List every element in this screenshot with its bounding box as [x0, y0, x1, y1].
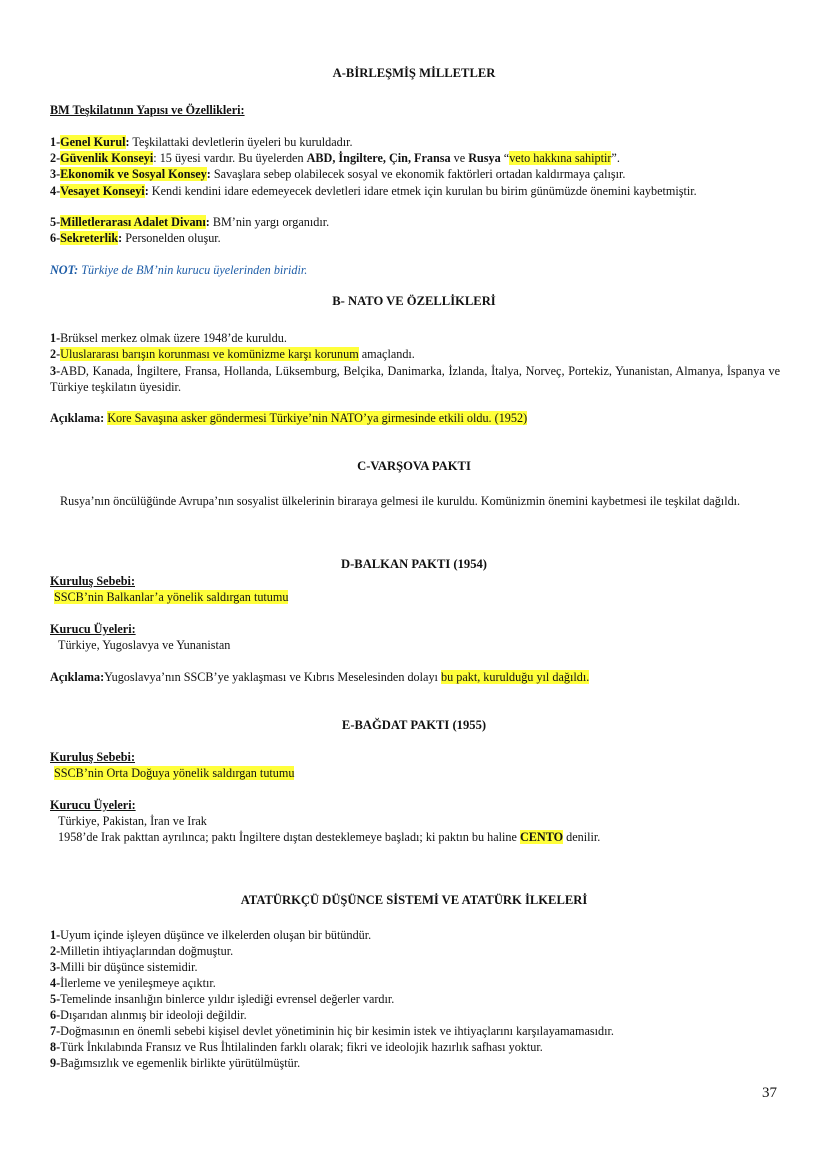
section-title-nato: B- NATO VE ÖZELLİKLERİ — [332, 294, 496, 308]
bagdat-founders-label: Kurucu Üyeleri: — [50, 798, 136, 812]
nato-explanation: Açıklama: Kore Savaşına asker göndermesi Türkiye’nin NATO’ya girmesinde etkili oldu. (1952) — [50, 411, 528, 425]
section-title-varsova: C-VARŞOVA PAKTI — [357, 459, 471, 473]
varsova-text: Rusya’nın öncülüğünde Avrupa’nın sosyalist ülkelerinin biraraya gelmesi ile kuruldu. Komünizmin önemini kaybetmesi ile teşkilat dağıldı. — [60, 494, 741, 508]
ataturk-item-8: 8-Türk İnkılabında Fransız ve Rus İhtilalinden farklı olarak; fikri ve ideolojik hazırlık safhası yoktur. — [50, 1040, 543, 1054]
ataturk-item-4: 4-İlerleme ve yenileşmeye açıktır. — [50, 976, 216, 990]
bagdat-cento-text: 1958’de Irak pakttan ayrılınca; paktı İngiltere dıştan desteklemeye başladı; ki paktın bu haline CENTO denilir. — [58, 830, 601, 844]
page-number: 37 — [762, 1085, 777, 1101]
subtitle-bm-structure — [50, 103, 780, 118]
bm-item-1: 1-Genel Kurul: Teşkilattaki devletlerin üyeleri bu kuruldadır. — [50, 135, 353, 149]
section-title-bagdat: E-BAĞDAT PAKTI (1955) — [341, 718, 487, 732]
ataturk-item-1: 1-Uyum içinde işleyen düşünce ve ilkelerden oluşan bir bütündür. — [50, 928, 372, 942]
section-title-bm: A-BİRLEŞMİŞ MİLLETLER — [332, 66, 496, 80]
bm-item-5: 5-Milletlerarası Adalet Divanı: BM’nin yargı organıdır. — [50, 215, 330, 229]
ataturk-item-7: 7-Doğmasının en önemli sebebi kişisel devlet yönetiminin hiç bir kesimin istek ve ihtiyaçlarını karşılayamamasıdır. — [50, 1024, 614, 1038]
bagdat-reason-label: Kuruluş Sebebi: — [50, 750, 135, 764]
balkan-founders: Türkiye, Yugoslavya ve Yunanistan — [58, 638, 231, 652]
balkan-founders-label: Kurucu Üyeleri: — [50, 622, 136, 636]
ataturk-item-9: 9-Bağımsızlık ve egemenlik birlikte yürütülmüştür. — [50, 1056, 301, 1070]
ataturk-item-2: 2-Milletin ihtiyaçlarından doğmuştur. — [50, 944, 234, 958]
bm-item-4: 4-Vesayet Konseyi: Kendi kendini idare edemeyecek devletleri idare etmek için kurulan bu birim günümüzde önemini kaybetmiştir. — [50, 184, 697, 198]
bm-note: NOT: Türkiye de BM’nin kurucu üyelerinden biridir. — [50, 263, 308, 277]
bm-item-2: 2-Güvenlik Konseyi: 15 üyesi vardır. Bu üyelerden ABD, İngiltere, Çin, Fransa ve Rusya “veto hakkına sahiptir”. — [50, 151, 620, 165]
bagdat-founders: Türkiye, Pakistan, İran ve Irak — [58, 814, 207, 828]
nato-item-2: 2-Uluslararası barışın korunması ve komünizme karşı korunum amaçlandı. — [50, 347, 415, 361]
section-title-ataturk: ATATÜRKÇÜ DÜŞÜNCE SİSTEMİ VE ATATÜRK İLKELERİ — [240, 893, 588, 907]
bm-item-3: 3-Ekonomik ve Sosyal Konsey: Savaşlara sebep olabilecek sosyal ve ekonomik faktörleri ortadan kaldırmaya çalışır. — [50, 167, 626, 181]
nato-item-3: 3-ABD, Kanada, İngiltere, Fransa, Hollanda, Lüksemburg, Belçika, Danimarka, İzlanda, İtalya, Norveç, Portekiz, Yunanistan, Almanya, İspanya ve Türkiye teşkilatın üyesidir. — [50, 364, 780, 394]
balkan-reason: SSCB’nin Balkanlar’a yönelik saldırgan tutumu — [54, 590, 289, 604]
nato-item-1: 1-Brüksel merkez olmak üzere 1948’de kuruldu. — [50, 331, 287, 345]
ataturk-item-3: 3-Milli bir düşünce sistemidir. — [50, 960, 198, 974]
balkan-explanation: Açıklama:Yugoslavya’nın SSCB’ye yaklaşması ve Kıbrıs Meselesinden dolayı bu pakt, kurulduğu yıl dağıldı. — [50, 670, 590, 684]
ataturk-item-6: 6-Dışarıdan alınmış bir ideoloji değildir. — [50, 1008, 247, 1022]
subtitle-text: BM Teşkilatının Yapısı ve Özellikleri: — [50, 103, 245, 117]
bm-item-6: 6-Sekreterlik: Personelden oluşur. — [50, 231, 221, 245]
ataturk-item-5: 5-Temelinde insanlığın binlerce yıldır işlediği evrensel değerler vardır. — [50, 992, 395, 1006]
bagdat-reason: SSCB’nin Orta Doğuya yönelik saldırgan tutumu — [54, 766, 295, 780]
section-title-balkan: D-BALKAN PAKTI (1954) — [341, 557, 487, 571]
balkan-reason-label: Kuruluş Sebebi: — [50, 574, 135, 588]
